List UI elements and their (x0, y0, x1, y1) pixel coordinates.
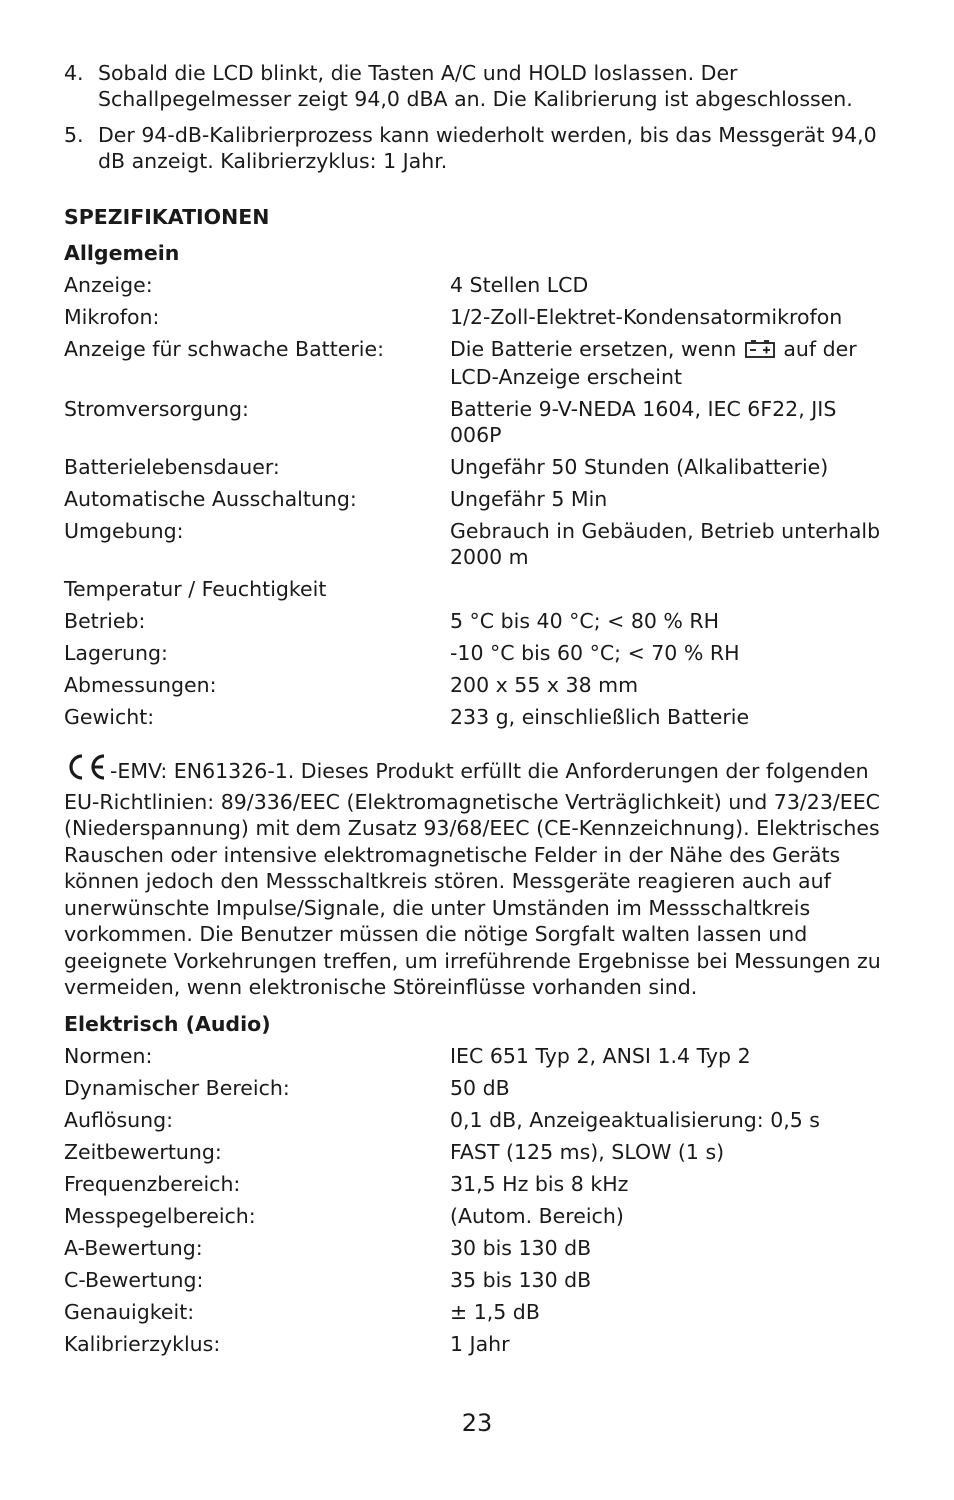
spec-value: IEC 651 Typ 2, ANSI 1.4 Typ 2 (450, 1043, 751, 1068)
spec-row-low-battery (64, 336, 894, 390)
spec-row-operation (64, 608, 894, 634)
temp-humidity-label: Temperatur / Feuchtigkeit (64, 577, 327, 601)
spec-label: C-Bewertung: (64, 1267, 204, 1292)
spec-label: Lagerung: (64, 641, 168, 665)
spec-row-a-weighting (64, 1235, 894, 1261)
low-battery-text-before: Die Batterie ersetzen, wenn (450, 337, 737, 361)
spec-row-display (64, 272, 894, 298)
spec-label: Kalibrierzyklus: (64, 1331, 221, 1356)
battery-icon (745, 338, 775, 364)
spec-row-time-weighting (64, 1139, 894, 1165)
spec-value: Batterie 9-V-NEDA 1604, IEC 6F22, JIS 006P (450, 397, 837, 447)
spec-label: Normen: (64, 1043, 153, 1068)
step-item (64, 60, 894, 112)
spec-row-c-weighting (64, 1267, 894, 1293)
spec-row-microphone (64, 304, 894, 330)
spec-value: 4 Stellen LCD (450, 273, 589, 297)
spec-value: (Autom. Bereich) (450, 1203, 624, 1228)
general-heading: Allgemein (64, 241, 180, 265)
step-text: Der 94-dB-Kalibrierprozess kann wiederholt werden, bis das Messgerät 94,0 dB anzeigt. Kalibrierzyklus: 1 Jahr. (98, 123, 877, 173)
step-text: Sobald die LCD blinkt, die Tasten A/C und HOLD loslassen. Der Schallpegelmesser zeigt 94,0 dBA an. Die Kalibrierung ist abgeschlossen. (98, 61, 853, 111)
spec-value: Ungefähr 5 Min (450, 487, 608, 511)
spec-value: 1 Jahr (450, 1331, 510, 1356)
spec-value (450, 336, 894, 390)
spec-label: Umgebung: (64, 519, 184, 543)
spec-value: 200 x 55 x 38 mm (450, 673, 639, 697)
ce-mark-icon (64, 752, 108, 789)
spec-value: ± 1,5 dB (450, 1299, 540, 1324)
spec-row-auto-off (64, 486, 894, 512)
calibration-steps (64, 60, 894, 174)
low-battery-text-after: auf der LCD-Anzeige erscheint (450, 337, 857, 389)
spec-label: Batterielebensdauer: (64, 455, 280, 479)
spec-label: Betrieb: (64, 609, 146, 633)
step-number: 5. (64, 123, 84, 147)
spec-value: 5 °C bis 40 °C; < 80 % RH (450, 609, 720, 633)
spec-row-accuracy (64, 1299, 894, 1325)
spec-label: Frequenzbereich: (64, 1171, 241, 1196)
spec-label: Auflösung: (64, 1107, 174, 1132)
spec-value: 1/2-Zoll-Elektret-Kondensatormikrofon (450, 305, 843, 329)
spec-label: A-Bewertung: (64, 1235, 203, 1260)
spec-row-dynamic-range (64, 1075, 894, 1101)
spec-row-standards (64, 1043, 894, 1069)
spec-value: 233 g, einschließlich Batterie (450, 705, 750, 729)
spec-label: Abmessungen: (64, 673, 217, 697)
ce-text: -EMV: EN61326-1. Dieses Produkt erfüllt die Anforderungen der folgenden EU-Richtlinien: 89/336/EEC (Elektromagnetische Verträglichkeit) und 73/23/EEC (Niederspannung) mit dem Zusatz 93/68/EEC (CE-Kennzeichnung). Elektrisches Rauschen oder intensive elektromagnetische Felder in der Nähe des Geräts können jedoch den Messschaltkreis stören. Messgeräte reagieren auch auf unerwünschte Impulse/Signale, die unter Umständen im Messschaltkreis vorkommen. Die Benutzer müssen die nötige Sorgfalt walten lassen und geeignete Vorkehrungen treffen, um irreführende Ergebnisse bei Messungen zu vermeiden, wenn elektronische Störeinflüsse vorhanden sind. (64, 759, 881, 999)
spec-row-dimensions (64, 672, 894, 698)
spec-value: FAST (125 ms), SLOW (1 s) (450, 1139, 725, 1164)
spec-row-calibration-cycle (64, 1331, 894, 1357)
spec-label: Zeitbewertung: (64, 1139, 222, 1164)
spec-value: 31,5 Hz bis 8 kHz (450, 1171, 629, 1196)
spec-row-level-range (64, 1203, 894, 1229)
spec-label: Anzeige für schwache Batterie: (64, 337, 385, 361)
spec-row-battery-life (64, 454, 894, 480)
spec-row-weight (64, 704, 894, 730)
spec-heading: SPEZIFIKATIONEN (64, 205, 270, 229)
spec-label: Automatische Ausschaltung: (64, 487, 357, 511)
spec-label: Gewicht: (64, 705, 155, 729)
spec-row-environment (64, 518, 894, 570)
spec-row-resolution (64, 1107, 894, 1133)
spec-label: Mikrofon: (64, 305, 160, 329)
spec-row-frequency-range (64, 1171, 894, 1197)
spec-label: Dynamischer Bereich: (64, 1075, 290, 1100)
spec-value: 35 bis 130 dB (450, 1267, 592, 1292)
spec-value: -10 °C bis 60 °C; < 70 % RH (450, 641, 740, 665)
step-item (64, 122, 894, 174)
spec-label: Messpegelbereich: (64, 1203, 256, 1228)
document-page (64, 60, 894, 1357)
spec-value: Gebrauch in Gebäuden, Betrieb unterhalb 2000 m (450, 519, 881, 569)
spec-label: Stromversorgung: (64, 397, 249, 421)
spec-label: Genauigkeit: (64, 1299, 195, 1324)
spec-row-storage (64, 640, 894, 666)
step-number: 4. (64, 61, 84, 85)
spec-label: Anzeige: (64, 273, 153, 297)
spec-value: 0,1 dB, Anzeigeaktualisierung: 0,5 s (450, 1107, 820, 1132)
spec-row-power (64, 396, 894, 448)
ce-compliance-paragraph (64, 752, 894, 1001)
spec-value: 50 dB (450, 1075, 510, 1100)
electrical-heading: Elektrisch (Audio) (64, 1011, 271, 1036)
page-number: 23 (461, 1409, 493, 1437)
spec-value: Ungefähr 50 Stunden (Alkalibatterie) (450, 455, 829, 479)
spec-value: 30 bis 130 dB (450, 1235, 592, 1260)
